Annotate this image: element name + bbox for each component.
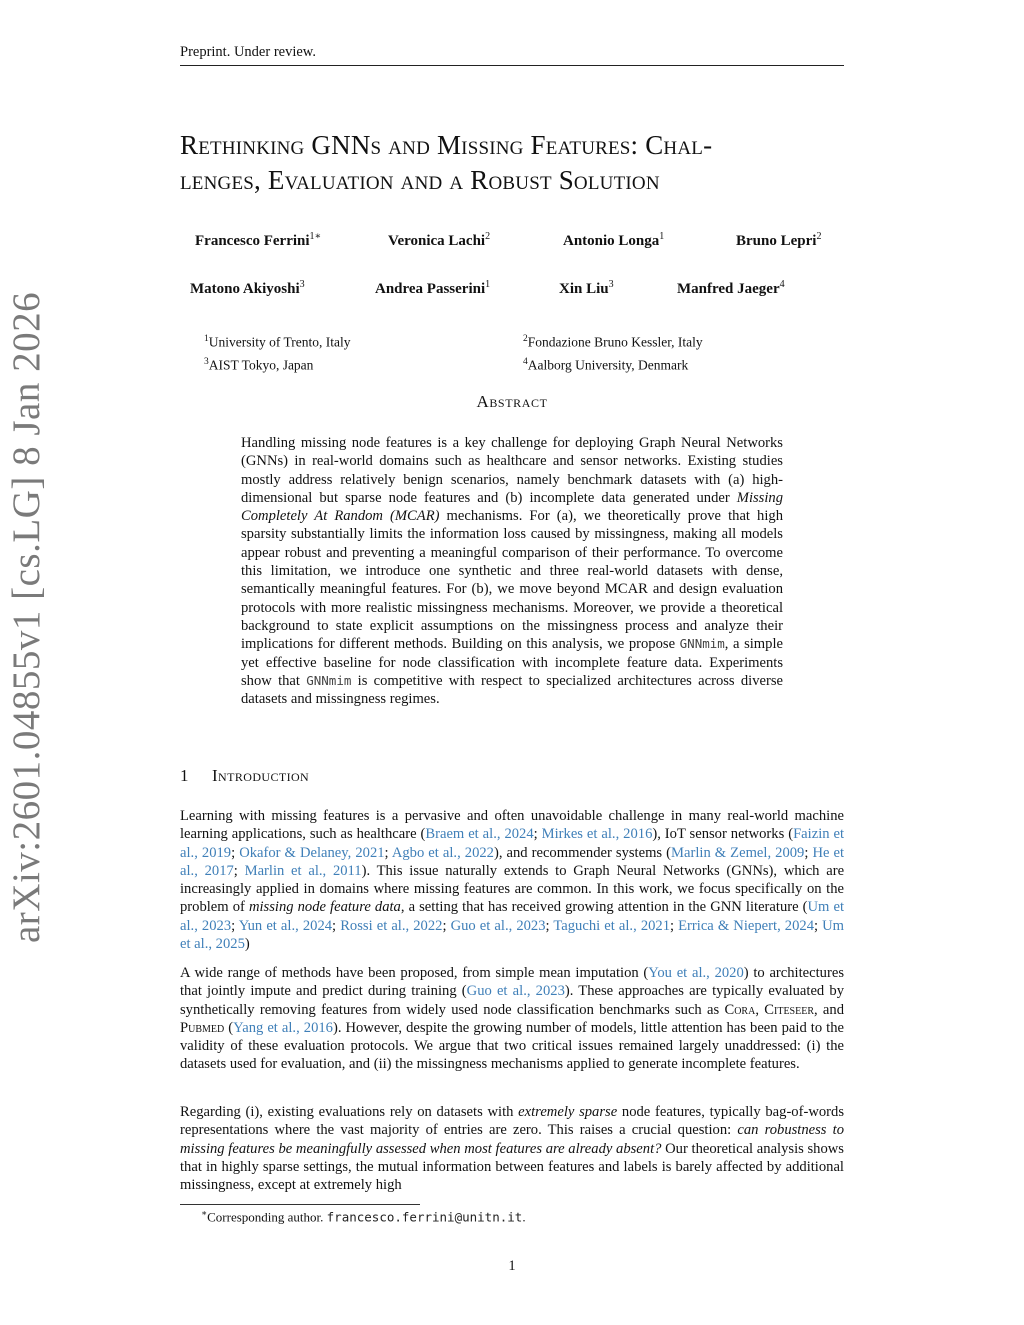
citation-link[interactable]: Um et al., 2023 [180, 899, 845, 934]
method-name: GNNmim [306, 672, 352, 688]
author: Xin Liu$^3$ [559, 279, 614, 297]
dataset-name: Pubmed [180, 1019, 225, 1036]
body-paragraph: A wide range of methods have been proposed, from simple mean imputation (You et al., 2020) to architectures that jointly impute and predict during training (Guo et al., 2023). These approaches are typically evaluated by synthetically removing features from widely used node classification benchmarks such as Cora, Citeseer, and Pubmed (Yang et al., 2016). However, despite the growing number of models, little attention has been paid to the validity of these evaluation protocols. We argue that two critical issues remained largely unaddressed: (i) the datasets used for evaluation, and (ii) the missingness mechanisms applied to generate incomplete features. [180, 965, 845, 1073]
citation-link[interactable]: Guo et al., 2023 [466, 983, 565, 1000]
citation-link[interactable]: Braem et al., 2024 [425, 826, 534, 843]
title-line-2: lenges, Evaluation and a Robust Solution [180, 165, 660, 195]
arxiv-stamp: arXiv:2601.04855v1 [cs.LG] 8 Jan 2026 [5, 291, 48, 943]
citation-link[interactable]: You et al., 2020 [648, 965, 744, 981]
title-line-1: Rethinking GNNs and Missing Features: Chal- [180, 130, 713, 160]
citation-link[interactable]: Okafor & Delaney, 2021 [239, 844, 385, 861]
author: Veronica Lachi$^2$ [388, 231, 491, 249]
citation-link[interactable]: Guo et al., 2023 [450, 917, 546, 934]
method-name: GNNmim [679, 636, 725, 652]
citation-link[interactable]: Yun et al., 2024 [238, 917, 333, 934]
author: Bruno Lepri$^2$ [736, 231, 822, 249]
dataset-name: Citeseer [764, 1001, 814, 1018]
section-heading: 1 Introduction [180, 766, 310, 785]
citation-link[interactable]: Agbo et al., 2022 [391, 844, 494, 861]
email-link[interactable]: francesco.ferrini@unitn.it [326, 1209, 523, 1225]
citation-link[interactable]: Taguchi et al., 2021 [553, 917, 670, 934]
dataset-name: Cora [724, 1001, 756, 1018]
citation-link[interactable]: Marlin & Zemel, 2009 [671, 844, 805, 861]
citation-link[interactable]: Faizin et al., 2019 [180, 826, 845, 861]
footnote-rule [180, 1204, 420, 1205]
body-paragraph: Learning with missing features is a pervasive and often unavoidable challenge in many real-world machine learning applications, such as healthcare (Braem et al., 2024; Mirkes et al., 2016), IoT sensor networks (Faizin et al., 2019; Okafor & Delaney, 2021; Agbo et al., 2022), and recommender systems (Marlin & Zemel, 2009; He et al., 2017; Marlin et al., 2011). This issue naturally extends to Graph Neural Networks (GNNs), which are increasingly applied in domains where missing features are common. In this work, we focus specifically on the problem of missing node feature data, a setting that has received growing attention in the GNN literature (Um et al., 2023; Yun et al., 2024; Rossi et al., 2022; Guo et al., 2023; Taguchi et al., 2021; Errica & Niepert, 2024; Um et al., 2025) [180, 808, 845, 953]
affiliation: $^3$AIST Tokyo, Japan [204, 357, 314, 373]
affiliation: $^2$Fondazione Bruno Kessler, Italy [523, 334, 703, 350]
author: Matono Akiyoshi$^3$ [190, 279, 305, 297]
footnote: ∗Corresponding author. francesco.ferrini@unitn.it. [201, 1208, 526, 1225]
author: Antonio Longa$^1$ [563, 231, 665, 249]
running-header: Preprint. Under review. [180, 44, 316, 60]
affiliation: $^1$University of Trento, Italy [204, 334, 351, 350]
author: Manfred Jaeger$^4$ [677, 279, 785, 297]
citation-link[interactable]: He et al., 2017 [180, 844, 845, 879]
header-rule [180, 65, 844, 66]
citation-link[interactable]: Yang et al., 2016 [233, 1019, 333, 1036]
paper-title [180, 128, 860, 198]
abstract-heading: Abstract [476, 392, 548, 411]
abstract-text: Handling missing node features is a key challenge for deploying Graph Neural Networks (GNNs) in real-world domains such as healthcare and sensor networks. Existing studies mostly address relatively benign scenarios, namely benchmark datasets with (a) high-dimensional but sparse node features and (b) incomplete data generated under Missing Completely At Random (MCAR) mechanisms. For (a), we theoretically prove that high sparsity substantially limits the information loss caused by missingness, making all models appear robust and preventing a meaningful comparison of their performance. To overcome this limitation, we introduce one synthetic and three real-world datasets with dense, semantically meaningful features. For (b), we move beyond MCAR and design evaluation protocols with more realistic missingness mechanisms. Moreover, we provide a theoretical background to state explicit assumptions on the missingness process and analyze their implications for different methods. Building on this analysis, we propose GNNmim, a simple yet effective baseline for node classification with incomplete feature data. Experiments show that GNNmim is competitive with respect to specialized architectures across diverse datasets and missingness regimes. [241, 435, 784, 708]
page-number: 1 [508, 1258, 516, 1274]
citation-link[interactable]: Um et al., 2025 [180, 917, 845, 953]
affiliation: $^4$Aalborg University, Denmark [523, 357, 689, 373]
body-paragraph: Regarding (i), existing evaluations rely on datasets with extremely sparse node features, typically bag-of-words representations where the vast majority of entries are zero. This raises a crucial question: can robustness to missing features be meaningfully assessed when most features are already absent? Our theoretical analysis shows that in highly sparse settings, the mutual information between features and labels is barely affected by additional missingness, except at extremely high [180, 1104, 844, 1194]
author: Francesco Ferrini$^{1∗}$ [195, 231, 322, 249]
citation-link[interactable]: Mirkes et al., 2016 [541, 826, 653, 843]
citation-link[interactable]: Marlin et al., 2011 [244, 862, 362, 879]
author: Andrea Passerini$^1$ [375, 279, 491, 297]
citation-link[interactable]: Rossi et al., 2022 [340, 917, 443, 934]
citation-link[interactable]: Errica & Niepert, 2024 [678, 917, 814, 934]
